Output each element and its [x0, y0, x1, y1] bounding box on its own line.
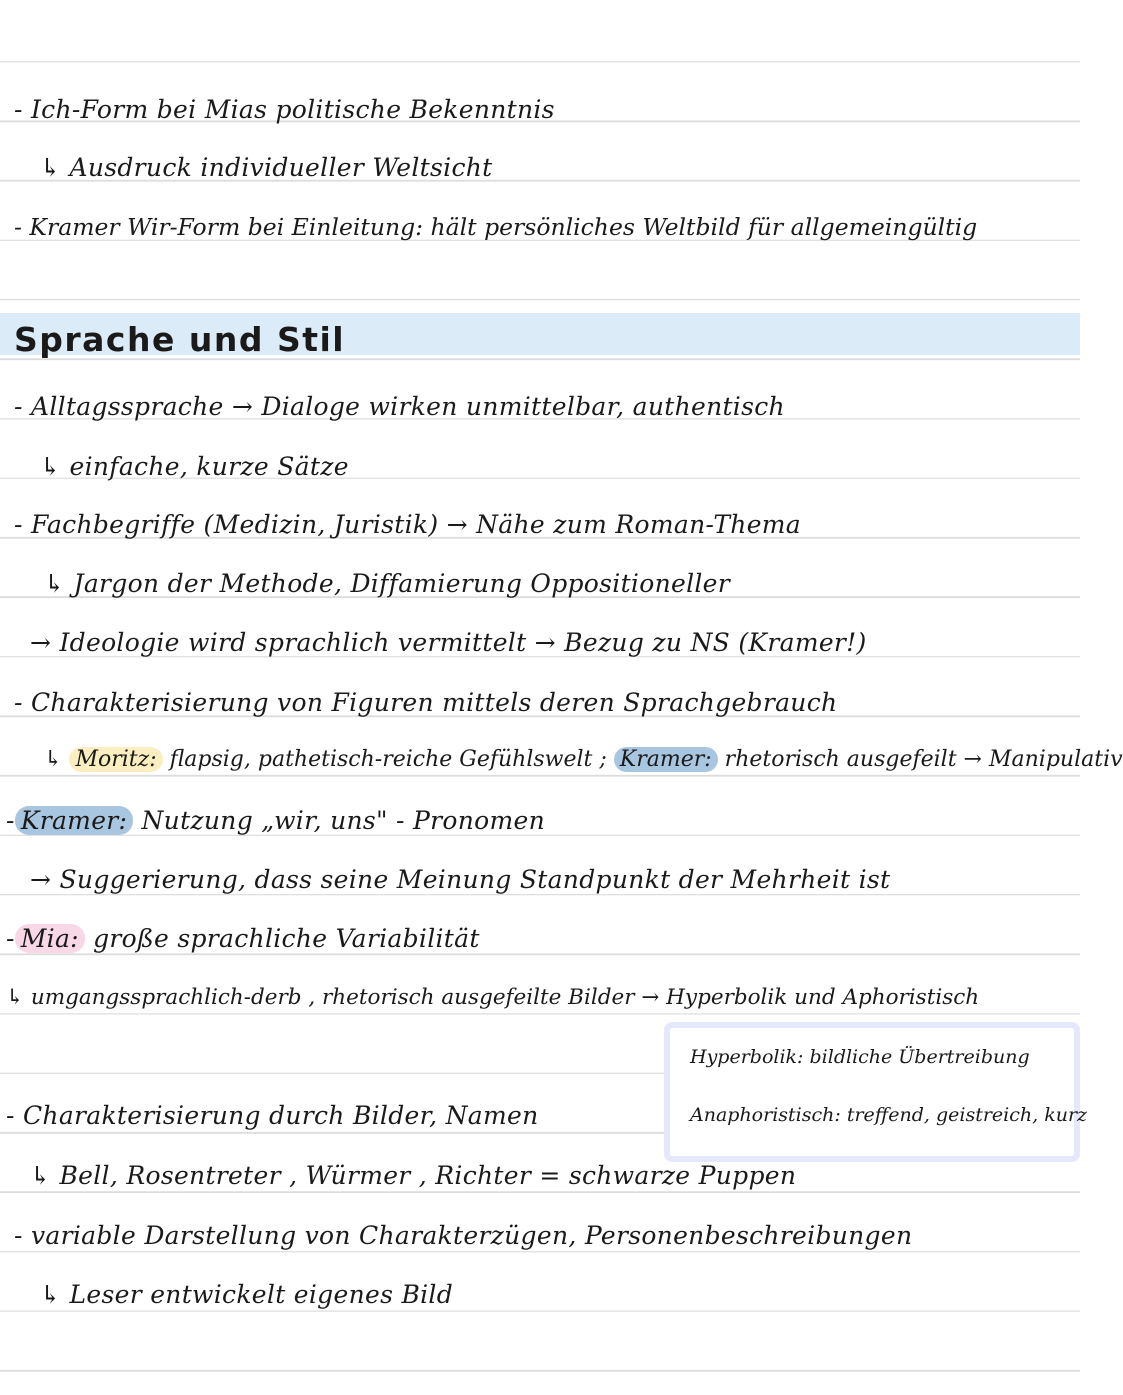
- note-line-ideologie: → Ideologie wird sprachlich vermittelt → Bezug zu NS (Kramer!): [30, 628, 867, 657]
- definition-anaphoristisch: Anaphoristisch: treffend, geistreich, kurz: [690, 1104, 1088, 1126]
- mia-description: große sprachliche Variabilität: [84, 924, 480, 953]
- kramer-description: rhetorisch ausgefeilt → Manipulativ: [717, 747, 1123, 772]
- note-line-umgangssprachlich: ↳ umgangssprachlich-derb , rhetorisch ausgefeilte Bilder → Hyperbolik und Aphoristisch: [6, 985, 980, 1010]
- highlight-mia: Mia:: [15, 924, 85, 953]
- note-line-alltagssprache: - Alltagssprache → Dialoge wirken unmittelbar, authentisch: [14, 392, 785, 421]
- dash-glyph: -: [6, 806, 15, 835]
- highlight-moritz: Moritz:: [69, 747, 162, 772]
- kramer-pronomen-text: Nutzung „wir, uns" - Pronomen: [133, 806, 546, 835]
- section-heading: Sprache und Stil: [14, 320, 346, 359]
- note-line-leser: ↳ Leser entwickelt eigenes Bild: [40, 1280, 454, 1309]
- definition-hyperbolik: Hyperbolik: bildliche Übertreibung: [690, 1046, 1030, 1068]
- note-line-charakterisierung-sprachgebrauch: - Charakterisierung von Figuren mittels deren Sprachgebrauch: [14, 688, 838, 717]
- note-line-kramer-wir-form: - Kramer Wir-Form bei Einleitung: hält persönliches Weltbild für allgemeingültig: [14, 213, 978, 241]
- note-line-variable-darstellung: - variable Darstellung von Charakterzügen, Personenbeschreibungen: [14, 1221, 913, 1250]
- arrow-glyph: ↳: [44, 747, 63, 772]
- highlight-kramer: Kramer:: [614, 747, 718, 772]
- note-line-mia: [6, 924, 480, 953]
- note-line-jargon: ↳ Jargon der Methode, Diffamierung Oppositioneller: [44, 569, 731, 598]
- dash-glyph-2: -: [6, 924, 15, 953]
- note-line-charakterisierung-bilder: - Charakterisierung durch Bilder, Namen: [6, 1101, 539, 1130]
- note-line-einfache-saetze: ↳ einfache, kurze Sätze: [40, 452, 349, 481]
- definition-box: [664, 1022, 1088, 1162]
- note-line-ausdruck: ↳ Ausdruck individueller Weltsicht: [40, 153, 493, 182]
- note-line-suggerierung: → Suggerierung, dass seine Meinung Standpunkt der Mehrheit ist: [30, 865, 891, 894]
- moritz-description: flapsig, pathetisch-reiche Gefühlswelt ;: [162, 747, 614, 772]
- note-line-moritz-kramer: [44, 747, 1123, 772]
- highlight-kramer-2: Kramer:: [15, 806, 134, 835]
- note-line-fachbegriffe: - Fachbegriffe (Medizin, Juristik) → Nähe zum Roman-Thema: [14, 510, 802, 539]
- note-line-puppen: ↳ Bell, Rosentreter , Würmer , Richter = schwarze Puppen: [30, 1161, 797, 1190]
- note-line-ich-form: - Ich-Form bei Mias politische Bekenntnis: [14, 95, 555, 124]
- note-line-kramer-pronomen: [6, 806, 545, 835]
